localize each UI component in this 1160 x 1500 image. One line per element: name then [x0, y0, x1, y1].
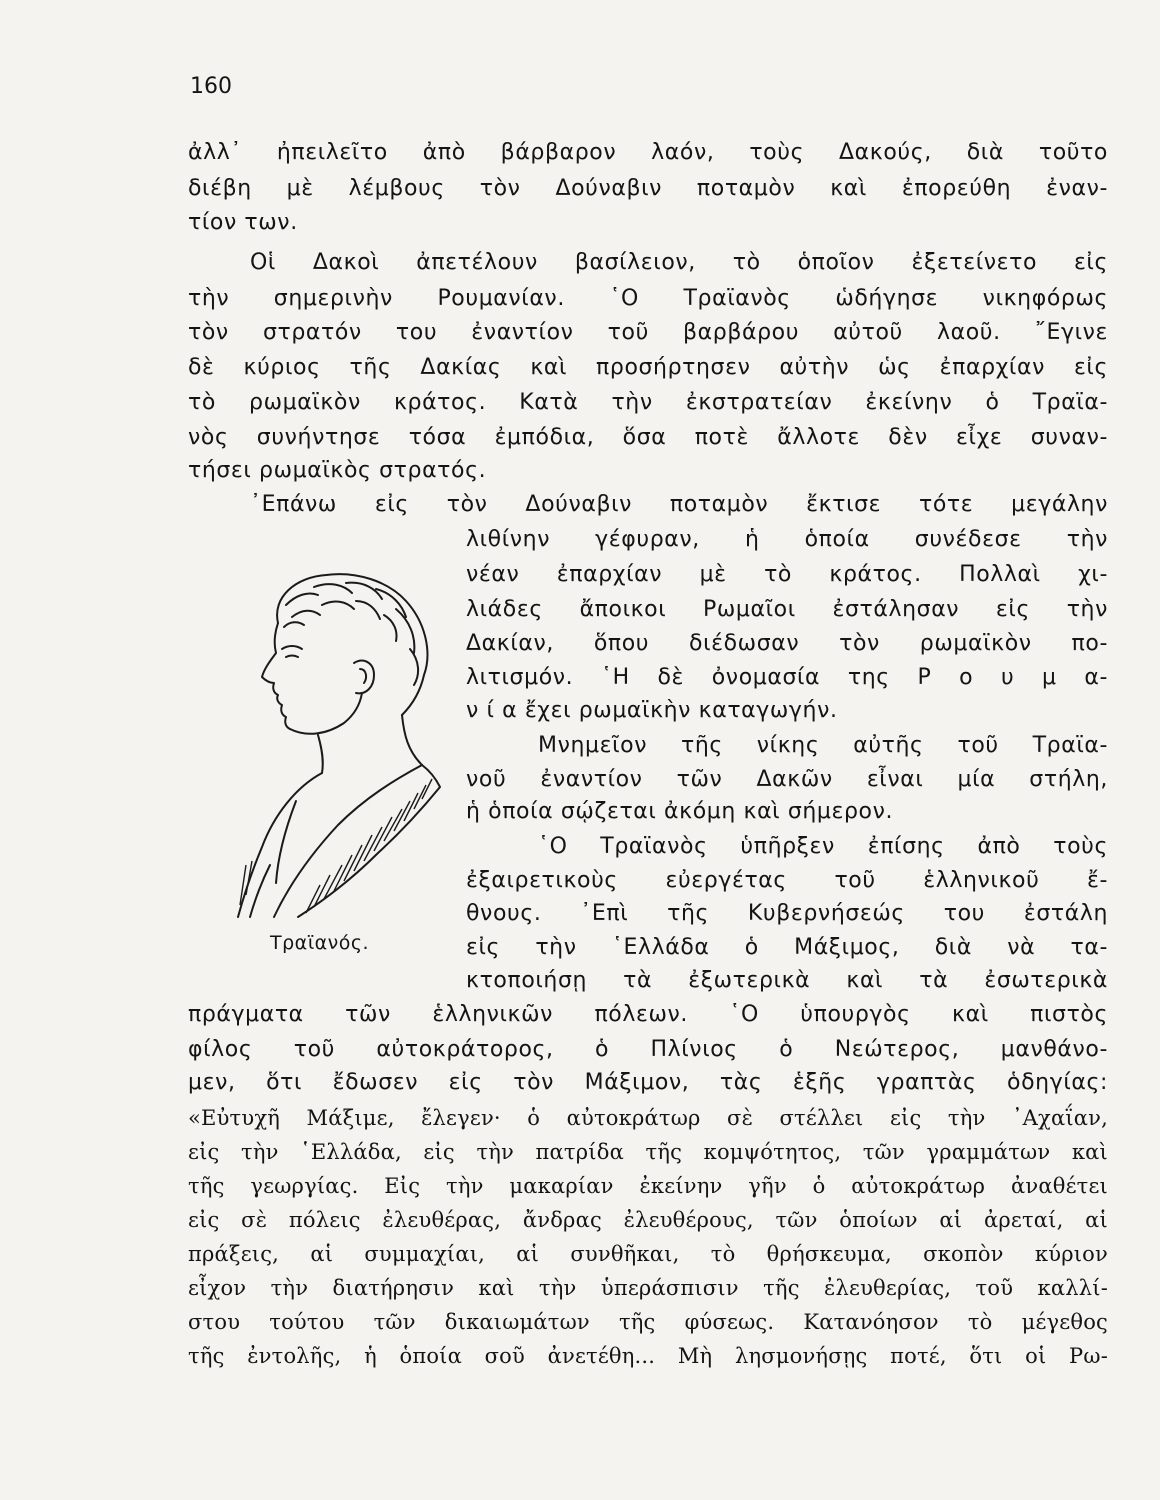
- text-line: ἐξαιρετικοὺς εὐεργέτας τοῦ ἑλληνικοῦ ἔ-: [466, 868, 1108, 893]
- quote-line: πράξεις, αἱ συμμαχίαι, αἱ συνθῆκαι, τὸ θρήσκευμα, σκοπὸν κύριον: [188, 1242, 1108, 1266]
- text-line: θνους. ᾽Επὶ τῆς Κυβερνήσεώς του ἐστάλη: [466, 901, 1108, 926]
- text-line: λιθίνην γέφυραν, ἡ ὁποία συνέδεσε τὴν: [466, 527, 1108, 552]
- text-line: ῾Ο Τραϊανὸς ὑπῆρξεν ἐπίσης ἀπὸ τοὺς: [538, 834, 1108, 859]
- text-line: εἰς τὴν ῾Ελλάδα ὁ Μάξιμος, διὰ νὰ τα-: [466, 935, 1108, 960]
- text-line: ἀλλ᾽ ἠπειλεῖτο ἀπὸ βάρβαρον λαόν, τοὺς Δακούς, διὰ τοῦτο: [188, 140, 1108, 165]
- text-line: τίον των.: [188, 210, 298, 235]
- text-line: τήσει ρωμαϊκὸς στρατός.: [188, 458, 487, 483]
- text-line: δὲ κύριος τῆς Δακίας καὶ προσήρτησεν αὐτὴν ὡς ἐπαρχίαν εἰς: [188, 355, 1108, 380]
- quote-line: εἰς σὲ πόλεις ἐλευθέρας, ἄνδρας ἐλευθέρους, τῶν ὁποίων αἱ ἀρεταί, αἱ: [188, 1208, 1108, 1232]
- text-line: κτοποιήσῃ τὰ ἐξωτερικὰ καὶ τὰ ἐσωτερικὰ: [466, 968, 1108, 993]
- text-line: πράγματα τῶν ἑλληνικῶν πόλεων. ῾Ο ὑπουργὸς καὶ πιστὸς: [188, 1002, 1108, 1027]
- quote-line: εἰς τὴν ῾Ελλάδα, εἰς τὴν πατρίδα τῆς κομψότητος, τῶν γραμμάτων καὶ: [188, 1140, 1108, 1164]
- text-line: τὸν στρατόν του ἐναντίον τοῦ βαρβάρου αὐτοῦ λαοῦ. ῎Εγινε: [188, 320, 1108, 345]
- figure-caption: Τραϊανός.: [270, 932, 370, 954]
- text-line: νέαν ἐπαρχίαν μὲ τὸ κράτος. Πολλαὶ χι-: [466, 562, 1108, 587]
- text-line: Δακίαν, ὅπου διέδωσαν τὸν ρωμαϊκὸν πο-: [466, 631, 1108, 656]
- quote-line: εἶχον τὴν διατήρησιν καὶ τὴν ὑπεράσπισιν τῆς ἐλευθερίας, τοῦ καλλί-: [188, 1276, 1108, 1300]
- quote-line: στου τούτου τῶν δικαιωμάτων τῆς φύσεως. Κατανόησον τὸ μέγεθος: [188, 1310, 1108, 1334]
- text-line: τὴν σημερινὴν Ρουμανίαν. ῾Ο Τραϊανὸς ὡδήγησε νικηφόρως: [188, 286, 1108, 311]
- text-line: Οἱ Δακοὶ ἀπετέλουν βασίλειον, τὸ ὁποῖον ἐξετείνετο εἰς: [250, 250, 1108, 275]
- text-line: λιάδες ἄποικοι Ρωμαῖοι ἐστάλησαν εἰς τὴν: [466, 597, 1108, 622]
- text-line: φίλος τοῦ αὐτοκράτορος, ὁ Πλίνιος ὁ Νεώτερος, μανθάνο-: [188, 1037, 1108, 1062]
- quote-line: τῆς γεωργίας. Εἰς τὴν μακαρίαν ἐκείνην γῆν ὁ αὐτοκράτωρ ἀναθέτει: [188, 1174, 1108, 1198]
- text-line: διέβη μὲ λέμβους τὸν Δούναβιν ποταμὸν καὶ ἐπορεύθη ἐναν-: [188, 176, 1108, 201]
- text-line: τὸ ρωμαϊκὸν κράτος. Κατὰ τὴν ἐκστρατείαν ἐκείνην ὁ Τραϊα-: [188, 390, 1108, 415]
- text-line: ᾽Επάνω εἰς τὸν Δούναβιν ποταμὸν ἔκτισε τότε μεγάλην: [250, 492, 1108, 517]
- page-number: 160: [190, 74, 232, 99]
- text-line: νὸς συνήντησε τόσα ἐμπόδια, ὅσα ποτὲ ἄλλοτε δὲν εἶχε συναν-: [188, 425, 1108, 450]
- text-line: ἡ ὁποία σῴζεται ἀκόμη καὶ σήμερον.: [466, 799, 894, 824]
- quote-line: τῆς ἐντολῆς, ἡ ὁποία σοῦ ἀνετέθη... Μὴ λησμονήσῃς ποτέ, ὅτι οἱ Ρω-: [188, 1344, 1108, 1368]
- text-line: νοῦ ἐναντίον τῶν Δακῶν εἶναι μία στήλη,: [466, 767, 1108, 792]
- text-line: μεν, ὅτι ἔδωσεν εἰς τὸν Μάξιμον, τὰς ἑξῆς γραπτὰς ὁδηγίας:: [188, 1070, 1108, 1095]
- text-line: Μνημεῖον τῆς νίκης αὐτῆς τοῦ Τραϊα-: [538, 733, 1108, 758]
- text-line: ν ί α ἔχει ρωμαϊκὴν καταγωγήν.: [466, 698, 838, 723]
- quote-line: «Εὐτυχῆ Μάξιμε, ἔλεγεν· ὁ αὐτοκράτωρ σὲ στέλλει εἰς τὴν ᾽Αχαΐαν,: [188, 1106, 1108, 1130]
- text-line: λιτισμόν. ῾Η δὲ ὀνομασία της Ρ ο υ μ α-: [466, 665, 1108, 690]
- trajan-bust-illustration: [226, 565, 448, 925]
